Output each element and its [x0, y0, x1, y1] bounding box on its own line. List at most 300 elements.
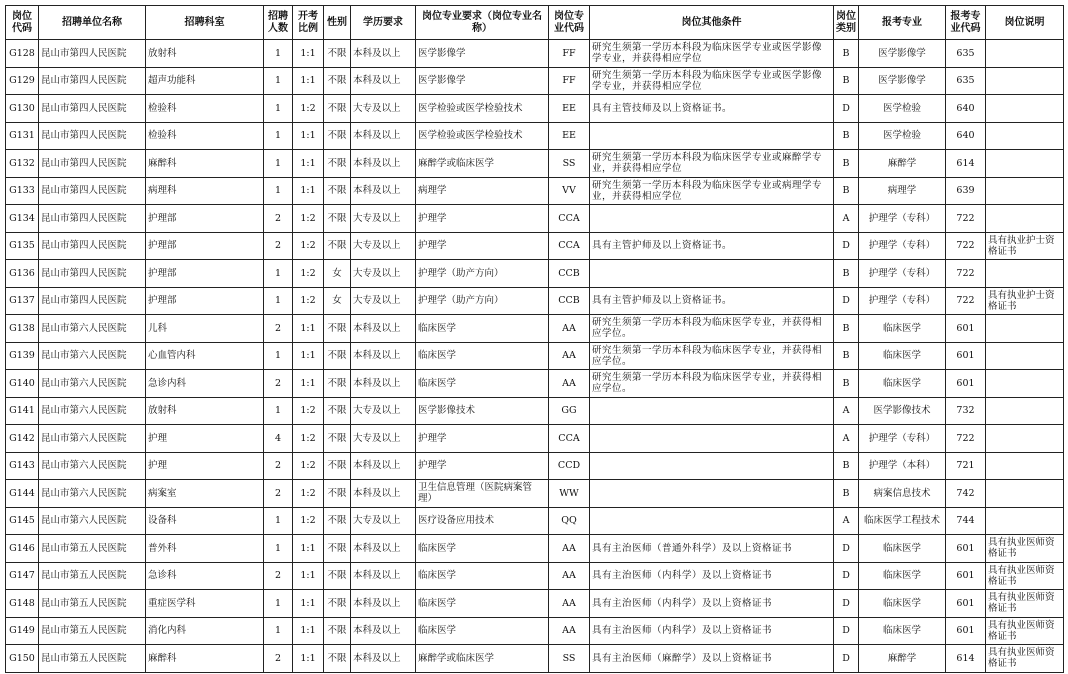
table-row	[6, 260, 1064, 288]
cell-department: 普外科	[146, 535, 264, 563]
cell-education: 本科及以上	[351, 480, 416, 508]
cell-major-code: AA	[549, 370, 590, 398]
cell-exam-major: 医学影像技术	[859, 397, 946, 425]
cell-position-code: G128	[6, 40, 39, 68]
cell-position-category: B	[834, 315, 859, 343]
cell-gender: 不限	[324, 315, 351, 343]
cell-gender: 不限	[324, 425, 351, 453]
cell-department: 设备科	[146, 507, 264, 535]
cell-headcount: 2	[264, 645, 293, 673]
cell-exam-major: 临床医学	[859, 315, 946, 343]
cell-other-conditions: 研究生须第一学历本科段为临床医学专业，并获得相应学位。	[590, 315, 834, 343]
cell-other-conditions: 研究生须第一学历本科段为临床医学专业或医学影像学专业，并获得相应学位	[590, 67, 834, 95]
cell-exam-ratio: 1:1	[293, 40, 324, 68]
cell-exam-ratio: 1:1	[293, 342, 324, 370]
cell-position-note	[986, 260, 1064, 288]
cell-position-category: D	[834, 287, 859, 315]
table-body	[6, 40, 1064, 673]
cell-department: 麻醉科	[146, 645, 264, 673]
cell-education: 本科及以上	[351, 342, 416, 370]
cell-exam-ratio: 1:2	[293, 452, 324, 480]
cell-unit-name: 昆山市第四人民医院	[39, 122, 146, 150]
table-row	[6, 150, 1064, 178]
cell-education: 大专及以上	[351, 205, 416, 233]
cell-unit-name: 昆山市第五人民医院	[39, 617, 146, 645]
cell-position-note	[986, 480, 1064, 508]
cell-other-conditions	[590, 452, 834, 480]
cell-major-code: AA	[549, 562, 590, 590]
table-row	[6, 342, 1064, 370]
cell-unit-name: 昆山市第四人民医院	[39, 205, 146, 233]
cell-other-conditions: 具有主治医师（普通外科学）及以上资格证书	[590, 535, 834, 563]
cell-position-code: G138	[6, 315, 39, 343]
table-row	[6, 370, 1064, 398]
header-department: 招聘科室	[146, 6, 264, 40]
cell-position-category: A	[834, 205, 859, 233]
cell-exam-ratio: 1:1	[293, 562, 324, 590]
cell-exam-major-code: 601	[946, 617, 986, 645]
cell-unit-name: 昆山市第六人民医院	[39, 480, 146, 508]
cell-major-requirement: 麻醉学或临床医学	[416, 645, 549, 673]
cell-headcount: 2	[264, 205, 293, 233]
cell-position-note: 具有执业医师资格证书	[986, 645, 1064, 673]
cell-headcount: 1	[264, 342, 293, 370]
cell-major-code: SS	[549, 150, 590, 178]
cell-exam-ratio: 1:2	[293, 507, 324, 535]
cell-position-note	[986, 425, 1064, 453]
cell-exam-major: 护理学（专科）	[859, 205, 946, 233]
cell-major-requirement: 病理学	[416, 177, 549, 205]
table-row	[6, 425, 1064, 453]
cell-position-code: G141	[6, 397, 39, 425]
header-headcount: 招聘人数	[264, 6, 293, 40]
cell-exam-major-code: 732	[946, 397, 986, 425]
cell-exam-ratio: 1:1	[293, 122, 324, 150]
cell-position-category: B	[834, 480, 859, 508]
cell-exam-ratio: 1:1	[293, 315, 324, 343]
cell-gender: 不限	[324, 645, 351, 673]
cell-position-code: G132	[6, 150, 39, 178]
cell-major-code: FF	[549, 67, 590, 95]
cell-position-note	[986, 397, 1064, 425]
cell-other-conditions	[590, 425, 834, 453]
table-row	[6, 95, 1064, 123]
cell-education: 本科及以上	[351, 150, 416, 178]
table-row	[6, 480, 1064, 508]
table-row	[6, 617, 1064, 645]
cell-gender: 不限	[324, 535, 351, 563]
cell-department: 放射科	[146, 397, 264, 425]
cell-exam-major: 临床医学	[859, 562, 946, 590]
table-row	[6, 67, 1064, 95]
cell-headcount: 1	[264, 507, 293, 535]
cell-major-requirement: 临床医学	[416, 617, 549, 645]
cell-position-note	[986, 150, 1064, 178]
cell-unit-name: 昆山市第四人民医院	[39, 260, 146, 288]
cell-position-category: D	[834, 590, 859, 618]
cell-headcount: 1	[264, 260, 293, 288]
cell-education: 本科及以上	[351, 370, 416, 398]
cell-exam-major-code: 635	[946, 40, 986, 68]
cell-unit-name: 昆山市第四人民医院	[39, 40, 146, 68]
cell-exam-ratio: 1:2	[293, 425, 324, 453]
cell-major-code: SS	[549, 645, 590, 673]
cell-gender: 不限	[324, 370, 351, 398]
cell-major-requirement: 护理学	[416, 232, 549, 260]
cell-exam-major: 临床医学	[859, 617, 946, 645]
cell-department: 检验科	[146, 122, 264, 150]
cell-other-conditions: 研究生须第一学历本科段为临床医学专业或病理学专业，并获得相应学位	[590, 177, 834, 205]
cell-exam-major: 临床医学	[859, 370, 946, 398]
cell-other-conditions	[590, 122, 834, 150]
cell-major-requirement: 医学检验或医学检验技术	[416, 95, 549, 123]
cell-major-requirement: 护理学	[416, 452, 549, 480]
cell-headcount: 1	[264, 95, 293, 123]
cell-unit-name: 昆山市第四人民医院	[39, 67, 146, 95]
cell-position-category: B	[834, 370, 859, 398]
cell-position-code: G150	[6, 645, 39, 673]
cell-exam-major-code: 722	[946, 260, 986, 288]
cell-exam-major-code: 722	[946, 205, 986, 233]
cell-other-conditions	[590, 480, 834, 508]
cell-position-code: G148	[6, 590, 39, 618]
cell-other-conditions: 研究生须第一学历本科段为临床医学专业，并获得相应学位。	[590, 342, 834, 370]
cell-position-note	[986, 177, 1064, 205]
cell-position-note	[986, 370, 1064, 398]
cell-exam-major-code: 614	[946, 645, 986, 673]
cell-department: 护理部	[146, 260, 264, 288]
cell-headcount: 1	[264, 590, 293, 618]
cell-major-code: CCD	[549, 452, 590, 480]
cell-gender: 不限	[324, 562, 351, 590]
cell-position-note	[986, 95, 1064, 123]
cell-position-category: B	[834, 40, 859, 68]
header-position-category: 岗位类别	[834, 6, 859, 40]
cell-exam-major: 病理学	[859, 177, 946, 205]
cell-department: 放射科	[146, 40, 264, 68]
cell-headcount: 1	[264, 617, 293, 645]
cell-education: 本科及以上	[351, 40, 416, 68]
cell-exam-major-code: 640	[946, 95, 986, 123]
cell-unit-name: 昆山市第四人民医院	[39, 232, 146, 260]
table-row	[6, 590, 1064, 618]
cell-position-code: G129	[6, 67, 39, 95]
cell-other-conditions: 具有主管护师及以上资格证书。	[590, 287, 834, 315]
cell-department: 重症医学科	[146, 590, 264, 618]
cell-education: 本科及以上	[351, 535, 416, 563]
cell-major-requirement: 护理学（助产方向）	[416, 260, 549, 288]
cell-unit-name: 昆山市第五人民医院	[39, 645, 146, 673]
header-exam-ratio: 开考比例	[293, 6, 324, 40]
cell-exam-ratio: 1:2	[293, 205, 324, 233]
cell-gender: 不限	[324, 507, 351, 535]
cell-unit-name: 昆山市第六人民医院	[39, 370, 146, 398]
cell-major-code: QQ	[549, 507, 590, 535]
cell-position-note	[986, 342, 1064, 370]
table-row	[6, 232, 1064, 260]
cell-gender: 不限	[324, 342, 351, 370]
cell-exam-ratio: 1:2	[293, 397, 324, 425]
cell-position-note	[986, 40, 1064, 68]
cell-gender: 不限	[324, 452, 351, 480]
cell-exam-major-code: 601	[946, 342, 986, 370]
cell-position-note: 具有执业医师资格证书	[986, 562, 1064, 590]
header-exam-major-code: 报考专业代码	[946, 6, 986, 40]
cell-other-conditions: 研究生须第一学历本科段为临床医学专业，并获得相应学位。	[590, 370, 834, 398]
cell-major-code: AA	[549, 590, 590, 618]
cell-position-category: B	[834, 67, 859, 95]
cell-exam-ratio: 1:1	[293, 590, 324, 618]
cell-department: 超声功能科	[146, 67, 264, 95]
cell-position-code: G147	[6, 562, 39, 590]
header-unit-name: 招聘单位名称	[39, 6, 146, 40]
cell-position-category: B	[834, 260, 859, 288]
cell-exam-major: 护理学（专科）	[859, 425, 946, 453]
cell-education: 本科及以上	[351, 590, 416, 618]
cell-exam-ratio: 1:1	[293, 617, 324, 645]
cell-headcount: 2	[264, 562, 293, 590]
cell-other-conditions	[590, 397, 834, 425]
cell-exam-major-code: 639	[946, 177, 986, 205]
cell-exam-major: 临床医学	[859, 590, 946, 618]
cell-department: 病案室	[146, 480, 264, 508]
cell-exam-major: 医学影像学	[859, 67, 946, 95]
cell-education: 大专及以上	[351, 507, 416, 535]
table-row	[6, 287, 1064, 315]
cell-position-category: D	[834, 95, 859, 123]
cell-exam-ratio: 1:1	[293, 177, 324, 205]
cell-unit-name: 昆山市第六人民医院	[39, 315, 146, 343]
cell-headcount: 1	[264, 150, 293, 178]
cell-exam-major: 医学检验	[859, 122, 946, 150]
cell-unit-name: 昆山市第六人民医院	[39, 425, 146, 453]
cell-education: 本科及以上	[351, 562, 416, 590]
cell-department: 护理	[146, 452, 264, 480]
cell-gender: 不限	[324, 590, 351, 618]
cell-position-code: G135	[6, 232, 39, 260]
cell-position-code: G131	[6, 122, 39, 150]
cell-exam-major-code: 614	[946, 150, 986, 178]
cell-education: 大专及以上	[351, 397, 416, 425]
cell-headcount: 1	[264, 40, 293, 68]
cell-gender: 不限	[324, 122, 351, 150]
cell-department: 消化内科	[146, 617, 264, 645]
cell-gender: 不限	[324, 40, 351, 68]
cell-exam-ratio: 1:2	[293, 260, 324, 288]
cell-position-code: G139	[6, 342, 39, 370]
cell-exam-major: 医学检验	[859, 95, 946, 123]
cell-education: 本科及以上	[351, 67, 416, 95]
table-row	[6, 507, 1064, 535]
cell-exam-major-code: 635	[946, 67, 986, 95]
cell-department: 护理部	[146, 287, 264, 315]
cell-exam-major: 护理学（专科）	[859, 232, 946, 260]
cell-gender: 不限	[324, 95, 351, 123]
cell-unit-name: 昆山市第四人民医院	[39, 287, 146, 315]
cell-exam-major: 护理学（专科）	[859, 287, 946, 315]
cell-major-requirement: 医学影像学	[416, 40, 549, 68]
cell-position-code: G149	[6, 617, 39, 645]
cell-major-code: CCB	[549, 287, 590, 315]
cell-major-requirement: 临床医学	[416, 590, 549, 618]
cell-position-note: 具有执业护士资格证书	[986, 287, 1064, 315]
cell-major-requirement: 卫生信息管理（医院病案管理）	[416, 480, 549, 508]
cell-position-code: G137	[6, 287, 39, 315]
cell-major-code: EE	[549, 122, 590, 150]
cell-exam-ratio: 1:2	[293, 232, 324, 260]
cell-education: 本科及以上	[351, 452, 416, 480]
header-position-note: 岗位说明	[986, 6, 1064, 40]
cell-unit-name: 昆山市第六人民医院	[39, 452, 146, 480]
cell-department: 护理部	[146, 205, 264, 233]
cell-headcount: 2	[264, 452, 293, 480]
cell-position-category: A	[834, 425, 859, 453]
header-gender: 性别	[324, 6, 351, 40]
cell-department: 检验科	[146, 95, 264, 123]
cell-unit-name: 昆山市第五人民医院	[39, 590, 146, 618]
cell-position-note	[986, 452, 1064, 480]
table-row	[6, 452, 1064, 480]
cell-major-requirement: 临床医学	[416, 562, 549, 590]
table-header-row	[6, 6, 1064, 40]
cell-exam-ratio: 1:1	[293, 645, 324, 673]
cell-position-category: D	[834, 535, 859, 563]
table-row	[6, 315, 1064, 343]
cell-exam-ratio: 1:1	[293, 370, 324, 398]
cell-exam-major-code: 742	[946, 480, 986, 508]
cell-position-category: B	[834, 122, 859, 150]
cell-position-category: D	[834, 562, 859, 590]
cell-unit-name: 昆山市第五人民医院	[39, 535, 146, 563]
cell-other-conditions: 具有主治医师（内科学）及以上资格证书	[590, 617, 834, 645]
cell-other-conditions	[590, 507, 834, 535]
cell-education: 本科及以上	[351, 645, 416, 673]
cell-major-code: FF	[549, 40, 590, 68]
table-row	[6, 535, 1064, 563]
cell-exam-ratio: 1:2	[293, 287, 324, 315]
header-other-conditions: 岗位其他条件	[590, 6, 834, 40]
cell-other-conditions: 具有主管护师及以上资格证书。	[590, 232, 834, 260]
cell-position-code: G134	[6, 205, 39, 233]
cell-headcount: 1	[264, 535, 293, 563]
cell-education: 本科及以上	[351, 617, 416, 645]
cell-position-category: B	[834, 177, 859, 205]
cell-department: 病理科	[146, 177, 264, 205]
cell-major-code: GG	[549, 397, 590, 425]
cell-major-code: AA	[549, 315, 590, 343]
cell-position-code: G143	[6, 452, 39, 480]
cell-other-conditions: 具有主治医师（内科学）及以上资格证书	[590, 562, 834, 590]
cell-exam-major-code: 722	[946, 425, 986, 453]
cell-headcount: 2	[264, 315, 293, 343]
cell-department: 护理部	[146, 232, 264, 260]
header-exam-major: 报考专业	[859, 6, 946, 40]
cell-exam-major: 护理学（本科）	[859, 452, 946, 480]
cell-unit-name: 昆山市第六人民医院	[39, 342, 146, 370]
cell-exam-major-code: 722	[946, 287, 986, 315]
cell-headcount: 4	[264, 425, 293, 453]
table-row	[6, 562, 1064, 590]
cell-department: 急诊内科	[146, 370, 264, 398]
cell-unit-name: 昆山市第四人民医院	[39, 150, 146, 178]
cell-major-requirement: 护理学	[416, 425, 549, 453]
cell-major-requirement: 麻醉学或临床医学	[416, 150, 549, 178]
cell-education: 大专及以上	[351, 425, 416, 453]
cell-headcount: 1	[264, 67, 293, 95]
table-row	[6, 205, 1064, 233]
cell-major-code: CCA	[549, 425, 590, 453]
cell-major-requirement: 护理学（助产方向）	[416, 287, 549, 315]
cell-other-conditions: 研究生须第一学历本科段为临床医学专业或医学影像学专业，并获得相应学位	[590, 40, 834, 68]
cell-exam-major-code: 744	[946, 507, 986, 535]
table-row	[6, 122, 1064, 150]
cell-gender: 不限	[324, 205, 351, 233]
cell-position-note	[986, 122, 1064, 150]
cell-department: 麻醉科	[146, 150, 264, 178]
cell-position-code: G130	[6, 95, 39, 123]
cell-exam-ratio: 1:1	[293, 150, 324, 178]
cell-exam-major: 临床医学工程技术	[859, 507, 946, 535]
cell-position-code: G140	[6, 370, 39, 398]
cell-exam-major-code: 601	[946, 562, 986, 590]
cell-other-conditions: 研究生须第一学历本科段为临床医学专业或麻醉学专业，并获得相应学位	[590, 150, 834, 178]
cell-exam-major-code: 640	[946, 122, 986, 150]
cell-position-code: G144	[6, 480, 39, 508]
cell-position-code: G146	[6, 535, 39, 563]
cell-exam-major-code: 601	[946, 315, 986, 343]
table-row	[6, 40, 1064, 68]
cell-education: 本科及以上	[351, 315, 416, 343]
cell-department: 护理	[146, 425, 264, 453]
cell-exam-major: 临床医学	[859, 342, 946, 370]
cell-exam-major: 医学影像学	[859, 40, 946, 68]
cell-major-requirement: 护理学	[416, 205, 549, 233]
cell-gender: 不限	[324, 617, 351, 645]
cell-gender: 不限	[324, 177, 351, 205]
cell-position-code: G145	[6, 507, 39, 535]
cell-position-category: A	[834, 507, 859, 535]
cell-department: 儿科	[146, 315, 264, 343]
cell-unit-name: 昆山市第六人民医院	[39, 507, 146, 535]
cell-exam-ratio: 1:2	[293, 480, 324, 508]
cell-other-conditions: 具有主治医师（麻醉学）及以上资格证书	[590, 645, 834, 673]
cell-major-code: WW	[549, 480, 590, 508]
cell-position-note	[986, 507, 1064, 535]
cell-gender: 不限	[324, 480, 351, 508]
header-major-code: 岗位专业代码	[549, 6, 590, 40]
cell-gender: 不限	[324, 67, 351, 95]
cell-unit-name: 昆山市第五人民医院	[39, 562, 146, 590]
cell-position-note	[986, 205, 1064, 233]
cell-headcount: 2	[264, 232, 293, 260]
cell-other-conditions: 具有主治医师（内科学）及以上资格证书	[590, 590, 834, 618]
cell-education: 大专及以上	[351, 287, 416, 315]
cell-major-requirement: 医疗设备应用技术	[416, 507, 549, 535]
cell-position-category: D	[834, 645, 859, 673]
cell-unit-name: 昆山市第六人民医院	[39, 397, 146, 425]
cell-major-requirement: 临床医学	[416, 315, 549, 343]
cell-major-code: AA	[549, 617, 590, 645]
cell-exam-major: 护理学（专科）	[859, 260, 946, 288]
cell-headcount: 2	[264, 480, 293, 508]
cell-position-category: D	[834, 232, 859, 260]
cell-headcount: 1	[264, 397, 293, 425]
cell-major-code: CCB	[549, 260, 590, 288]
cell-major-requirement: 医学影像技术	[416, 397, 549, 425]
cell-major-code: AA	[549, 535, 590, 563]
cell-major-requirement: 临床医学	[416, 370, 549, 398]
cell-position-note: 具有执业医师资格证书	[986, 590, 1064, 618]
